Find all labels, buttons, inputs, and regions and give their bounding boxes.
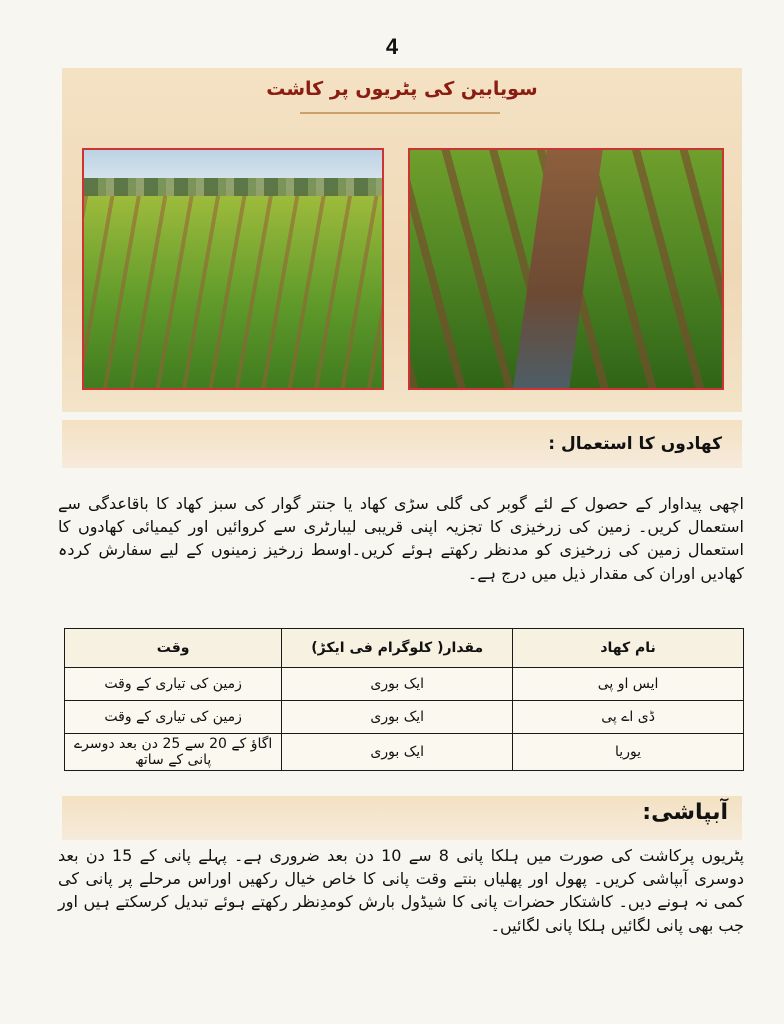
irrigation-paragraph: پٹریوں پرکاشت کی صورت میں ہلکا پانی 8 سے 10 دن بعد ضروری ہے۔ پہلے پانی کے 15 دن بعد دوسری آبپاشی کریں۔ پھول اور پھلیاں بنتے وقت پانی کا خاص خیال رکھیں اوراس مرحلے پر پانی کی کمی نہ ہونے دیں۔ کاشتکار حضرات پانی کا شیڈول بارش کومدِنظر رکھتے ہوئے تبدیل کرسکتے ہیں اور جب بھی پانی لگائیں ہلکا پانی لگائیں۔ [58, 846, 745, 935]
page-number: 4 [385, 34, 399, 59]
photo-panel [62, 68, 742, 412]
cell-quantity: ایک بوری [282, 701, 513, 734]
soybean-field-photo-left [82, 148, 384, 390]
table-header-row [65, 629, 744, 668]
cell-time: زمین کی تیاری کے وقت [65, 668, 282, 701]
cell-time: زمین کی تیاری کے وقت [65, 701, 282, 734]
tree-line [84, 178, 382, 198]
crop-rows [84, 196, 382, 390]
table-row [65, 701, 744, 734]
irrigation-heading-band [62, 796, 742, 840]
table-row [65, 668, 744, 701]
cell-fertilizer-name: ڈی اے پی [513, 701, 744, 734]
cell-time: اگاؤ کے 20 سے 25 دن بعد دوسرے پانی کے ساتھ [65, 734, 282, 771]
cell-quantity: ایک بوری [282, 734, 513, 771]
header-time: وقت [65, 629, 282, 668]
header-quantity: مقدار( کلوگرام فی ایکڑ) [282, 629, 513, 668]
fertilizer-heading: کھادوں کا استعمال : [548, 434, 722, 454]
soybean-furrow-photo-right [408, 148, 724, 390]
cell-fertilizer-name: ایس او پی [513, 668, 744, 701]
fertilizer-table [64, 628, 744, 771]
fertilizer-paragraph: اچھی پیداوار کے حصول کے لئے گوبر کی گلی سڑی کھاد یا جنتر گوار کی سبز کھاد کا باقاعدگی سے استعمال کریں۔ زمین کی زرخیزی کا تجزیہ اپنی قریبی لیبارٹری سے کروائیں اور کیمیائی کھادوں کا استعمال زمین کی زرخیزی کو مدنظر رکھتے ہوئے کریں۔اوسط زرخیز زمینوں کے لیے سفارش کردہ کھادیں اوران کی مقدار ذیل میں درج ہے۔ [58, 494, 744, 583]
header-fertilizer-name: نام کھاد [513, 629, 744, 668]
title-underline [300, 112, 500, 114]
cell-quantity: ایک بوری [282, 668, 513, 701]
cell-fertilizer-name: یوریا [513, 734, 744, 771]
fertilizer-heading-band [62, 420, 742, 468]
table-row [65, 734, 744, 771]
irrigation-heading: آبپاشی: [642, 800, 728, 825]
section-title: سویابین کی پٹریوں پر کاشت [266, 78, 538, 100]
